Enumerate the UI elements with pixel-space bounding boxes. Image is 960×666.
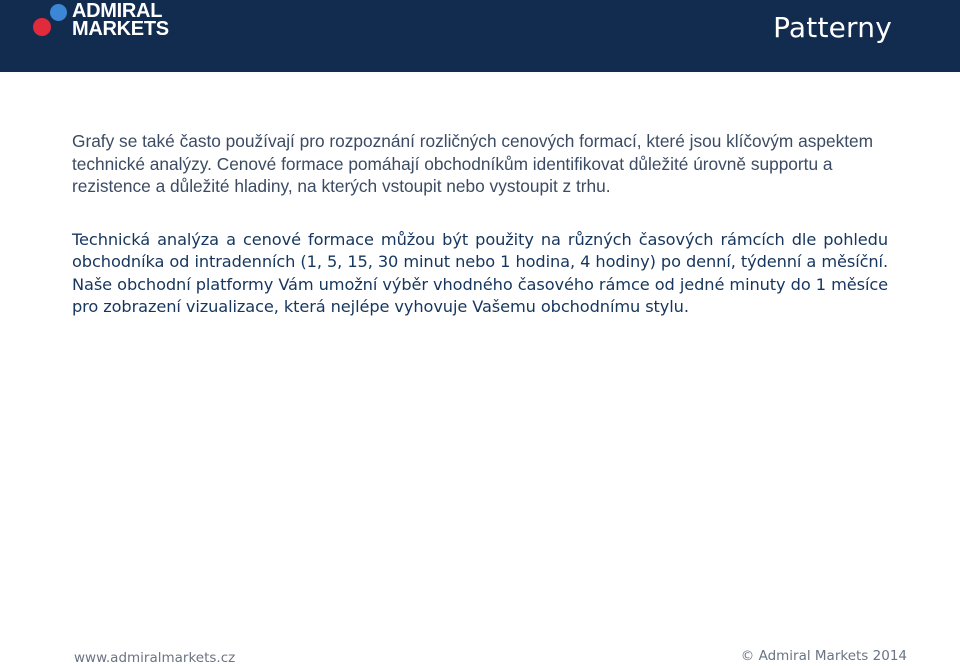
footer-website-link[interactable]: www.admiralmarkets.cz bbox=[74, 650, 236, 666]
logo-blue-dot-icon bbox=[50, 4, 67, 21]
page-title: Patterny bbox=[773, 11, 892, 44]
paragraph-charts-formations: Grafy se také často používají pro rozpoznání rozličných cenových formací, které jsou klíčovým aspektem technické analýzy. Cenové formace pomáhají obchodníkům identifikovat důležité úrovně supportu a rezistence a důležité hladiny, na kterých vstoupit nebo vystoupit z trhu. bbox=[72, 131, 874, 196]
logo-line-markets: MARKETS bbox=[72, 18, 169, 40]
admiral-markets-logo[interactable] bbox=[33, 2, 173, 42]
logo-line-admiral: ADMIRAL bbox=[72, 0, 163, 22]
main-content bbox=[72, 130, 888, 319]
footer-copyright: © Admiral Markets 2014 bbox=[740, 648, 907, 664]
logo-text bbox=[72, 2, 169, 38]
paragraph-timeframes: Technická analýza a cenové formace můžou být použity na různých časových rámcích dle pohledu obchodníka od intradenních (1, 5, 15, 30 minut nebo 1 hodina, 4 hodiny) po denní, týdenní a měsíční. Naše obchodní platformy Vám umožní výběr vhodného časového rámce od jedné minuty do 1 měsíce pro zobrazení vizualizace, která nejlépe vyhovuje Vašemu obchodnímu stylu. bbox=[72, 229, 888, 316]
logo-red-dot-icon bbox=[33, 18, 51, 36]
header-bar bbox=[0, 0, 960, 72]
